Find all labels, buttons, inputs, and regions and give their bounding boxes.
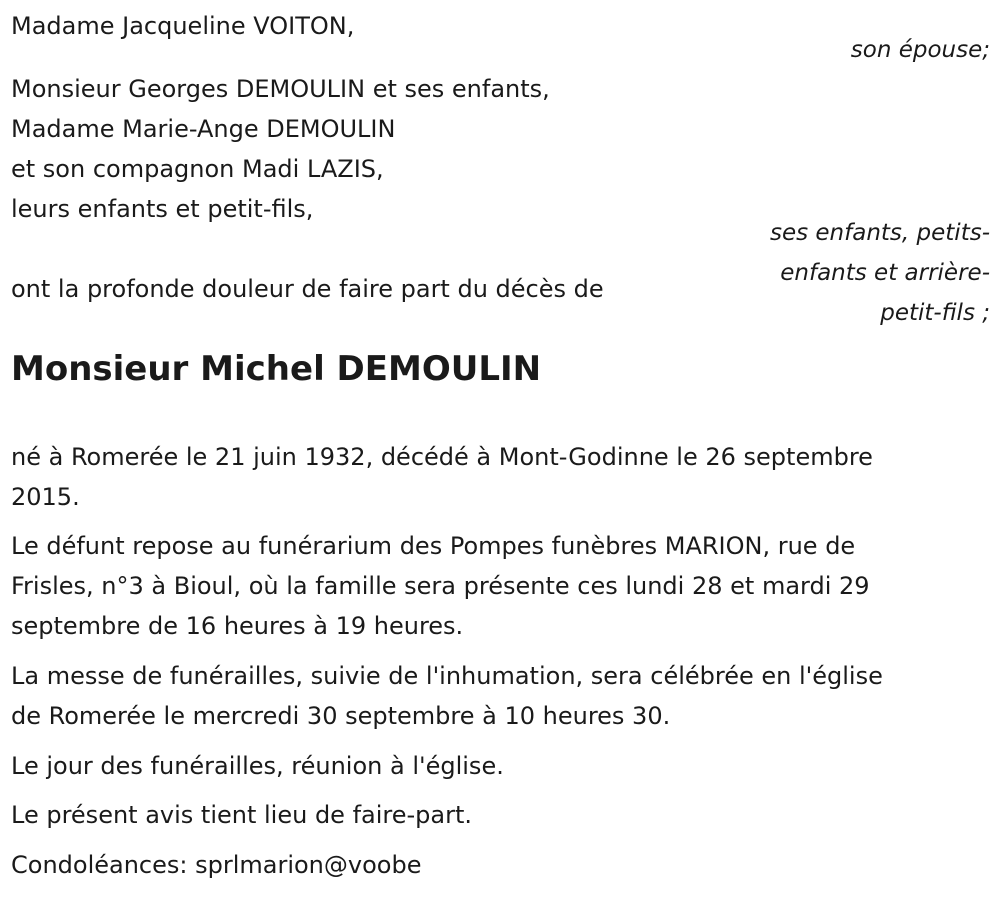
- funerarium-line-1: Le défunt repose au funérarium des Pompes funèbres MARION, rue de: [11, 532, 856, 560]
- family-relation-line-1: ses enfants, petits-: [769, 220, 990, 246]
- family-relation-line-3: petit-fils ;: [880, 300, 990, 326]
- funerarium-line-3: septembre de 16 heures à 19 heures.: [11, 612, 464, 640]
- notice-note: Le présent avis tient lieu de faire-part.: [11, 801, 473, 829]
- announcement: ont la profonde douleur de faire part du décès de: [11, 275, 604, 303]
- spouse-name: Madame Jacqueline VOITON,: [11, 12, 355, 40]
- birth-death-line-1: né à Romerée le 21 juin 1932, décédé à Mont-Godinne le 26 septembre: [11, 443, 873, 471]
- funerarium-line-2: Frisles, n°3 à Bioul, où la famille sera présente ces lundi 28 et mardi 29: [11, 572, 870, 600]
- deceased-name: Monsieur Michel DEMOULIN: [11, 349, 542, 389]
- family-line-3: et son compagnon Madi LAZIS,: [11, 155, 384, 183]
- birth-death-line-2: 2015.: [11, 483, 80, 511]
- meeting-note: Le jour des funérailles, réunion à l'église.: [11, 752, 504, 780]
- family-line-1: Monsieur Georges DEMOULIN et ses enfants,: [11, 75, 550, 103]
- condolences: Condoléances: sprlmarion@voobe: [11, 851, 422, 879]
- family-line-2: Madame Marie-Ange DEMOULIN: [11, 115, 396, 143]
- mass-line-1: La messe de funérailles, suivie de l'inhumation, sera célébrée en l'église: [11, 662, 883, 690]
- spouse-relation: son épouse;: [850, 37, 990, 63]
- family-relation-line-2: enfants et arrière-: [780, 260, 990, 286]
- family-line-4: leurs enfants et petit-fils,: [11, 195, 314, 223]
- mass-line-2: de Romerée le mercredi 30 septembre à 10 heures 30.: [11, 702, 671, 730]
